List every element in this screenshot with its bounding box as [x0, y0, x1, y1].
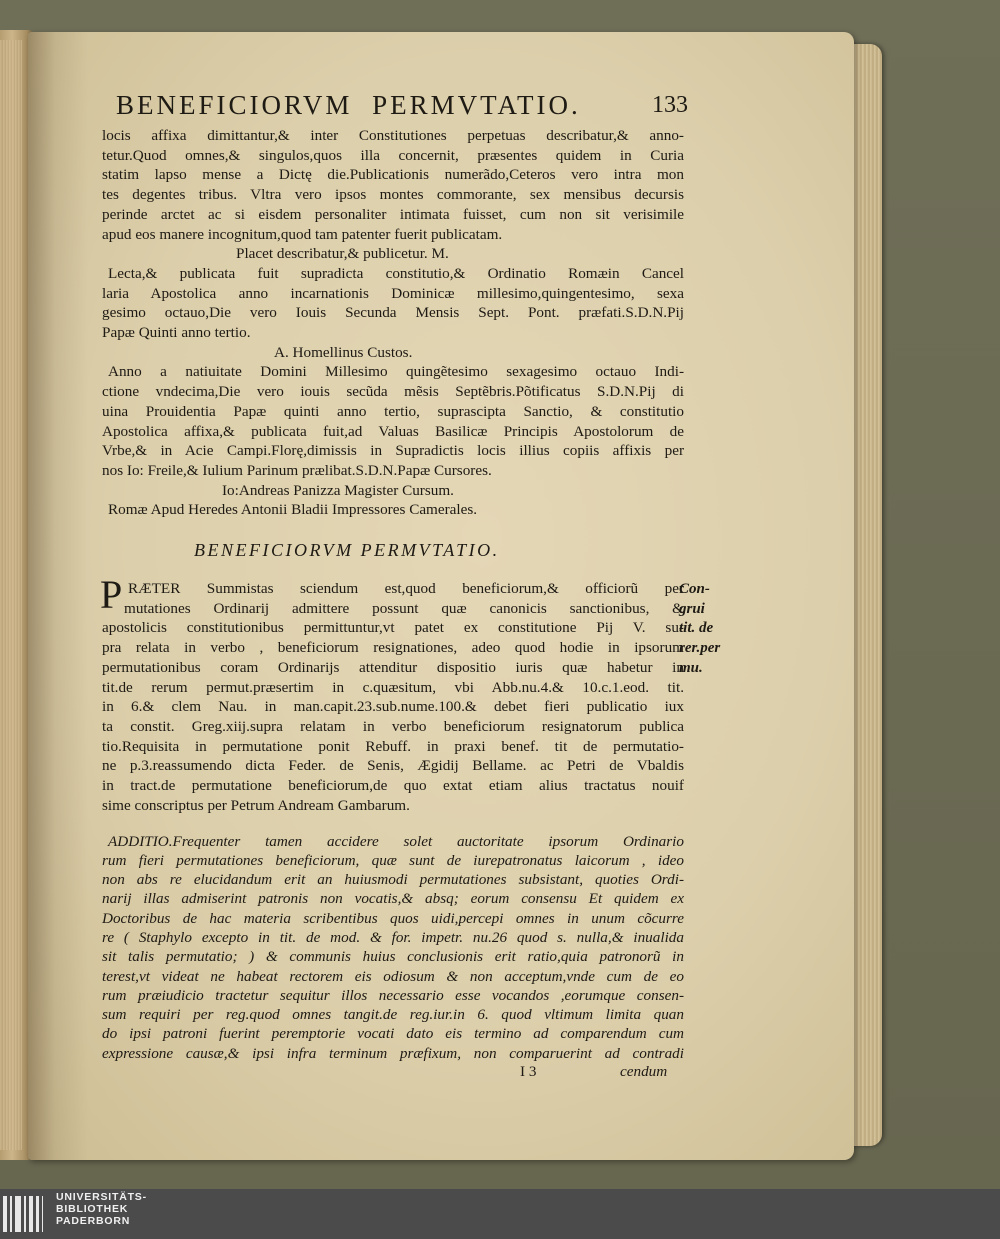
text-line: rum fieri permutationes beneficiorum, quæ sunt de iurepatronatus laicorum , ideo [102, 851, 684, 869]
text-line: ne p.3.reassumendo dicta Feder. de Senis, Ægidij Bellame. ac Petri de Vbaldis [102, 757, 684, 775]
text-line: do ipsi patroni fuerint peremptorie vocati dato eis termino ad comparendum cum [102, 1025, 684, 1043]
page-text [100, 90, 688, 1085]
text-line: sit talis permutatio; ) & communis huius conclusionis erit ratio,quia patronorũ in [102, 948, 684, 966]
margin-note-line: grui [679, 600, 705, 617]
text-line: ctione vndecima,Die vero iouis secũda mẽsis Septẽbris.Põtificatus S.D.N.Pij di [102, 383, 684, 401]
page-number: 133 [652, 92, 688, 118]
text-line: Lecta,& publicata fuit supradicta constitutio,& Ordinatio Romæin Cancel [108, 264, 684, 282]
text-line: pra relata in verbo , beneficiorum resignationes, adeo quod hodie in ipsorum [102, 639, 684, 657]
text-line: rum præiudicio tractetur sequitur illos necessario esse vocandos ,eorumque consen- [102, 986, 684, 1004]
imprint-line: Romæ Apud Heredes Antonii Bladii Impressores Camerales. [108, 501, 478, 519]
text-line: Anno a natiuitate Domini Millesimo quingẽtesimo sexagesimo octauo Indi- [108, 363, 684, 381]
homellinus-line: A. Homellinus Custos. [274, 343, 413, 361]
text-line: tio.Requisita in permutatione ponit Rebuff. in praxi benef. tit de permutatio- [102, 737, 684, 755]
panizza-line: Io:Andreas Panizza Magister Cursum. [222, 481, 454, 499]
text-line: mutationes Ordinarij admittere possunt quæ canonicis sanctionibus, & [124, 599, 684, 617]
text-line: terest,vt videat ne habeat rectorem eis odiosum & non acceptum,vnde cum de eo [102, 967, 684, 985]
catchword: cendum [620, 1063, 668, 1081]
paragraph-additio [102, 832, 684, 1064]
text-line: non abs re elucidandum erit an huiusmodi permutationes subsistant, quoties Ordi- [102, 871, 684, 889]
margin-note-line: mu. [679, 659, 703, 676]
running-title: BENEFICIORVM PERMVTATIO. [116, 90, 581, 120]
signature-mark: I 3 [520, 1063, 537, 1081]
paragraph-lecta [102, 264, 684, 343]
left-page-edge-texture [0, 40, 22, 1150]
text-line: nos Io: Freile,& Iulium Parinum prælibat.S.D.N.Papæ Cursores. [102, 461, 492, 479]
text-line: ta constit. Greg.xiij.supra relatam in verbo beneficiorum resignatorum publica [102, 717, 684, 735]
gutter-shadow [28, 32, 88, 1160]
text-line: narij illas admiserint patronis non vocatis,& absq; eorum consensu Et quidem ex [102, 890, 684, 908]
margin-note-line: Con- [679, 581, 710, 597]
page-foot [102, 1063, 684, 1085]
text-line: sime conscriptus per Petrum Andream Gambarum. [102, 796, 410, 814]
text-line: Papæ Quinti anno tertio. [102, 324, 251, 342]
text-line: locis affixa dimittantur,& inter Constitutiones perpetuas describatur,& anno- [102, 127, 684, 144]
text-line: in 6.& clem Nau. in man.capit.23.sub.nume.100.& debet fieri publicatio iux [102, 698, 684, 716]
text-line: Vrbe,& in Acie Campi.Florę,dimissis in Supradictis locis illius copiis affixis per [102, 442, 684, 460]
running-head [102, 90, 688, 124]
text-line: RÆTER Summistas sciendum est,quod beneficiorum,& officiorũ per [128, 580, 684, 598]
text-line: permutationibus coram Ordinarijs attenditur dispositio iuris quæ habetur in [102, 658, 684, 676]
margin-note-line: tit. de [679, 620, 714, 637]
paragraph-decree-end [102, 126, 684, 244]
text-line: apud eos manere incognitum,quod tam patenter fuerit publicatam. [102, 225, 503, 243]
text-line: gesimo octauo,Die vero Iouis Secunda Mensis Sept. Pont. præfati.S.D.N.Pij [102, 304, 684, 322]
text-line: perinde arctet ac si eisdem personaliter intimata fuisset, cum non sit verisimile [102, 205, 684, 223]
text-line: statim lapso mense a Dictę die.Publicationis numerãdo,Ceteros vero intra mon [102, 166, 684, 184]
text-line: ADDITIO.Frequenter tamen accidere solet auctoritate ipsorum Ordinario [108, 832, 684, 850]
text-line: expressione causæ,& ipsi infra terminum præfixum, non comparuerint ad contradi [102, 1044, 684, 1062]
text-line: uina Prouidentia Papæ quinti anno tertio, suprascipta Sanctio, & constitutio [102, 402, 684, 420]
library-name-line3: PADERBORN [56, 1215, 131, 1227]
drop-cap: P [100, 572, 123, 618]
text-line: in tract.de permutatione beneficiorum,de quo extat etiam alius tractatus nouif [102, 777, 684, 795]
section-title: BENEFICIORVM PERMVTATIO. [194, 540, 500, 561]
text-line: Doctoribus de hac materia scribentibus quos uidi,percepi omnes in unum cõcurre [102, 909, 684, 927]
library-logo-icon [3, 1196, 47, 1232]
paragraph-praeter [100, 572, 684, 815]
text-line: tes degentes tribus. Vltra vero ipsos montes commorante, sex mensibus decursis [102, 186, 684, 204]
library-name-line2: BIBLIOTHEK [56, 1203, 129, 1215]
placet-line: Placet describatur,& publicetur. M. [236, 245, 449, 263]
text-line: tit.de rerum permut.præsertim in c.quæsitum, vbi Abb.nu.4.& 10.c.1.eod. tit. [102, 678, 684, 696]
margin-note [679, 580, 739, 679]
text-line: sum requiri per reg.quod omnes tangit.de reg.iur.in 6. quod vltimum limita quan [102, 1006, 684, 1024]
margin-note-line: rer.per [679, 640, 721, 657]
text-line: re ( Staphylo excepto in tit. de mod. & for. impetr. nu.26 quod s. nulla,& inualida [102, 928, 684, 946]
library-footer [0, 1189, 1000, 1239]
paragraph-anno [102, 362, 684, 480]
text-line: laria Apostolica anno incarnationis Dominicæ millesimo,quingentesimo, sexa [102, 284, 684, 302]
library-name-line1: UNIVERSITÄTS- [56, 1191, 147, 1203]
text-line: tetur.Quod omnes,& singulos,quos illa concernit, præsentes quidem in Curia [102, 146, 684, 164]
text-line: Apostolica affixa,& publicata fuit,ad Valuas Basilicæ Principis Apostolorum de [102, 422, 684, 440]
text-line: apostolicis constitutionibus permittuntur,vt patet ex constitutione Pij V. su- [102, 619, 684, 637]
